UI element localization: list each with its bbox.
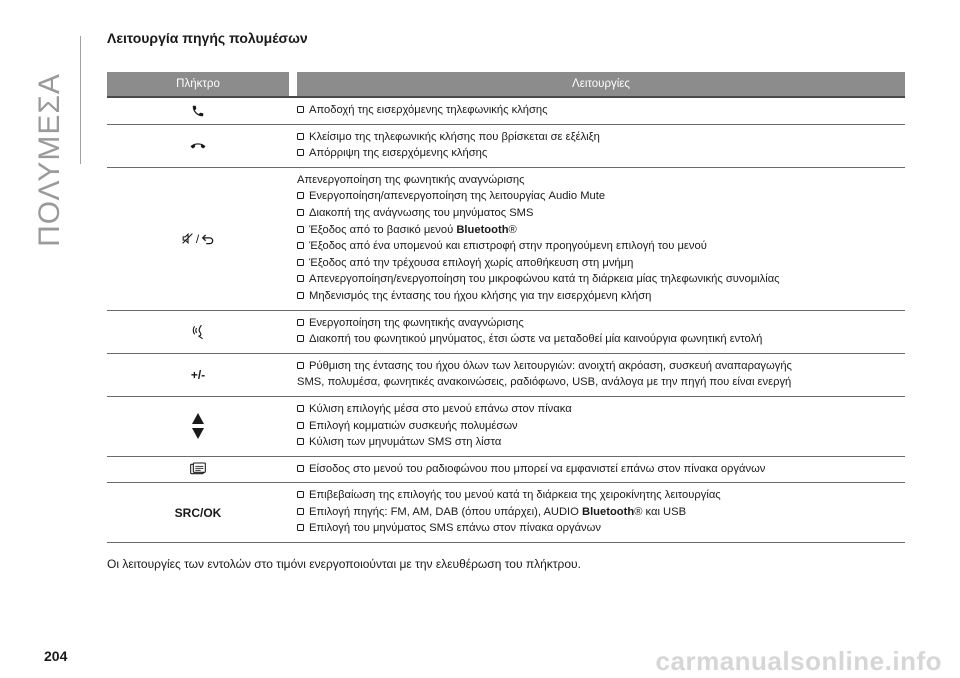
- function-line: [297, 172, 905, 189]
- function-line: [297, 255, 905, 272]
- function-line: [297, 238, 905, 255]
- section-side-title: ΠΟΛΥΜΕΣΑ: [33, 73, 66, 247]
- table-body: [107, 96, 905, 543]
- controls-table: [107, 72, 905, 543]
- key-cell: [107, 125, 289, 167]
- functions-cell: [297, 168, 905, 310]
- key-cell: [107, 483, 289, 542]
- page-title: Λειτουργία πηγής πολυμέσων: [107, 30, 308, 46]
- functions-cell: [297, 311, 905, 353]
- function-line: [297, 331, 905, 348]
- function-text: Ενεργοποίηση/απενεργοποίηση της λειτουργίας Audio Mute: [309, 190, 606, 203]
- table-row: [107, 125, 905, 168]
- function-text: Αποδοχή της εισερχόμενης τηλεφωνικής κλήσης: [309, 104, 548, 116]
- function-text: Επιλογή του μηνύματος SMS επάνω στον πίνακα οργάνων: [309, 522, 601, 535]
- function-line: [297, 222, 905, 239]
- bullet-box-icon: [297, 192, 304, 199]
- radio-menu-icon: [190, 462, 206, 476]
- bullet-box-icon: [297, 259, 304, 266]
- function-text: Ρύθμιση της έντασης του ήχου όλων των λειτουργιών: ανοιχτή ακρόαση, συσκευή αναπαραγωγής: [309, 359, 792, 372]
- key-cell: [107, 354, 289, 396]
- bullet-box-icon: [297, 362, 304, 369]
- bullet-box-icon: [297, 524, 304, 531]
- function-text: Διακοπή της ανάγνωσης του μηνύματος SMS: [309, 206, 534, 219]
- bullet-box-icon: [297, 292, 304, 299]
- function-text: Απενεργοποίηση/ενεργοποίηση του μικροφώνου κατά τη διάρκεια μίας τηλεφωνικής συνομιλίας: [309, 273, 780, 286]
- function-text: SMS, πολυμέσα, φωνητικές ανακοινώσεις, ραδιόφωνο, USB, ανάλογα με την πηγή που είναι ενεργή: [297, 376, 792, 389]
- key-cell: [107, 311, 289, 353]
- function-line: [297, 401, 905, 418]
- arrows-up-down-icon: [192, 413, 204, 439]
- key-cell: [107, 457, 289, 483]
- function-text: Ενεργοποίηση της φωνητικής αναγνώρισης: [309, 316, 524, 329]
- function-text-suffix: ® και USB: [634, 505, 687, 518]
- function-text: Έξοδος από την τρέχουσα επιλογή χωρίς αποθήκευση στη μνήμη: [309, 256, 634, 269]
- table-row: [107, 96, 905, 125]
- functions-cell: [297, 125, 905, 167]
- function-text: Απόρριψη της εισερχόμενης κλήσης: [309, 147, 488, 160]
- function-text: Επιλογή πηγής: FM, AM, DAB (όπου υπάρχει), AUDIO: [309, 505, 582, 518]
- arrow-up-icon: [192, 413, 204, 424]
- function-line: [297, 434, 905, 451]
- functions-cell: [297, 354, 905, 396]
- bullet-box-icon: [297, 422, 304, 429]
- function-line: [297, 129, 905, 146]
- key-cell: [107, 397, 289, 456]
- bullet-box-icon: [297, 242, 304, 249]
- function-text: Επιλογή κομματιών συσκευής πολυμέσων: [309, 419, 518, 432]
- mute-icon: [181, 232, 194, 245]
- key-separator: /: [195, 231, 200, 246]
- key-cell: [107, 98, 289, 124]
- function-text: Επιβεβαίωση της επιλογής του μενού κατά τη διάρκεια της χειροκίνητης λειτουργίας: [309, 489, 721, 502]
- bullet-box-icon: [297, 491, 304, 498]
- table-row: [107, 483, 905, 543]
- arrow-down-icon: [192, 428, 204, 439]
- function-line: [297, 504, 905, 521]
- mute-exit-icon: [181, 232, 215, 246]
- bullet-box-icon: [297, 438, 304, 445]
- exit-icon: [201, 233, 215, 245]
- key-label: +/-: [190, 367, 206, 382]
- watermark: carmanualsonline.info: [655, 646, 942, 676]
- function-text: Κύλιση επιλογής μέσα στο μενού επάνω στον πίνακα: [309, 402, 572, 415]
- function-text: Είσοδος στο μενού του ραδιοφώνου που μπορεί να εμφανιστεί επάνω στον πίνακα οργάνων: [309, 462, 766, 475]
- side-divider: [80, 36, 81, 164]
- functions-cell: [297, 397, 905, 456]
- phone-hangup-icon: [190, 141, 206, 151]
- header-functions: Λειτουργίες: [297, 72, 905, 96]
- table-row: [107, 457, 905, 484]
- bullet-box-icon: [297, 275, 304, 282]
- function-line: [297, 358, 905, 375]
- function-line: [297, 288, 905, 305]
- bullet-box-icon: [297, 149, 304, 156]
- footnote: Οι λειτουργίες των εντολών στο τιμόνι ενεργοποιούνται με την ελευθέρωση του πλήκτρου.: [107, 557, 581, 571]
- header-key: Πλήκτρο: [107, 72, 289, 96]
- bullet-box-icon: [297, 226, 304, 233]
- bullet-box-icon: [297, 319, 304, 326]
- function-text: Έξοδος από το βασικό μενού: [309, 223, 457, 236]
- function-text: Μηδενισμός της έντασης του ήχου κλήσης για την εισερχόμενη κλήση: [309, 289, 652, 302]
- function-text: Κλείσιμο της τηλεφωνικής κλήσης που βρίσκεται σε εξέλιξη: [309, 130, 600, 143]
- function-line: [297, 418, 905, 435]
- key-label: SRC/OK: [174, 505, 222, 520]
- function-text-suffix: ®: [508, 223, 517, 236]
- function-text: Κύλιση των μηνυμάτων SMS στη λίστα: [309, 436, 502, 449]
- function-line: [297, 487, 905, 504]
- function-text: Απενεργοποίηση της φωνητικής αναγνώρισης: [297, 173, 525, 186]
- function-line: [297, 315, 905, 332]
- bullet-box-icon: [297, 335, 304, 342]
- table-header: [107, 72, 905, 96]
- bullet-box-icon: [297, 106, 304, 113]
- function-line: [297, 205, 905, 222]
- table-row: [107, 311, 905, 354]
- function-line: [297, 374, 905, 391]
- function-line: [297, 145, 905, 162]
- function-text: Έξοδος από ένα υπομενού και επιστροφή στην προηγούμενη επιλογή του μενού: [309, 240, 707, 253]
- bullet-box-icon: [297, 465, 304, 472]
- function-text-bold: Bluetooth: [456, 223, 509, 236]
- table-row: [107, 354, 905, 397]
- function-line: [297, 102, 905, 119]
- table-row: [107, 397, 905, 457]
- table-row: [107, 168, 905, 311]
- functions-cell: [297, 457, 905, 483]
- bullet-box-icon: [297, 508, 304, 515]
- key-cell: [107, 168, 289, 310]
- function-text-bold: Bluetooth: [581, 505, 635, 518]
- phone-answer-icon: [191, 104, 205, 118]
- functions-cell: [297, 483, 905, 542]
- voice-icon: [191, 324, 205, 340]
- bullet-box-icon: [297, 133, 304, 140]
- function-text: Διακοπή του φωνητικού μηνύματος, έτσι ώστε να μεταδοθεί μία καινούργια φωνητική εντολή: [309, 333, 763, 346]
- page-number: 204: [44, 648, 68, 664]
- bullet-box-icon: [297, 209, 304, 216]
- functions-cell: [297, 98, 905, 124]
- function-line: [297, 271, 905, 288]
- function-line: [297, 461, 905, 478]
- function-line: [297, 188, 905, 205]
- function-line: [297, 520, 905, 537]
- bullet-box-icon: [297, 405, 304, 412]
